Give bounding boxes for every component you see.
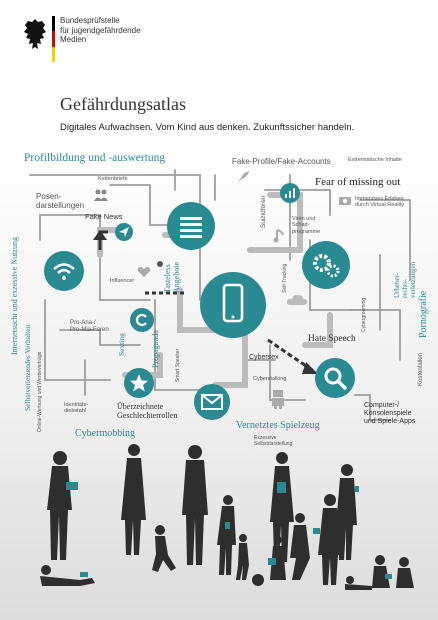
wifi-icon <box>44 251 84 291</box>
label-line: Überzeichnete <box>117 402 164 411</box>
label-line: Identitäts- <box>64 402 89 408</box>
label-immersives <box>355 196 404 209</box>
envelope-icon <box>194 384 230 420</box>
wifi-node <box>44 251 84 291</box>
label-line: Konsolenspiele <box>364 410 412 418</box>
label-extremistische: Extremistische Inhalte <box>348 157 402 163</box>
label-fake-news: Fake News <box>85 212 123 221</box>
label-line: Schad- <box>292 222 310 229</box>
label-line: Urheber- <box>393 272 401 298</box>
label-line: Posen- <box>36 192 62 201</box>
label-cybersex: Cybersex <box>249 354 279 361</box>
label-line: Tasteless <box>163 264 172 293</box>
camera-icon <box>338 195 352 206</box>
label-line: Selbstdarstellung <box>254 440 293 447</box>
label-hate-speech: Hate Speech <box>308 334 356 344</box>
label-kettenbriefe: Kettenbriefe <box>98 176 128 182</box>
label-influencer: Influencer <box>110 278 135 284</box>
cloud-icon <box>285 291 309 307</box>
gears-icon <box>302 241 350 289</box>
label-line: Computer-/ <box>364 402 400 409</box>
chart-node <box>280 183 300 203</box>
label-sexting: Sexting <box>117 333 126 356</box>
document-icon <box>167 202 215 250</box>
gears-node <box>302 241 350 289</box>
label-line: Pro-Ana-/ <box>70 320 96 326</box>
label-computerspiele <box>364 402 415 426</box>
label-suizidforen: Suizidforen <box>260 195 267 228</box>
org-line: Medien <box>60 35 87 44</box>
envelope-node <box>194 384 230 420</box>
label-vernetztes-spielzeug: Vernetztes Spielzeug <box>236 420 320 431</box>
robot-icon <box>270 388 286 410</box>
label-self-tracking: Self-Tracking <box>282 263 288 293</box>
label-identitaetsdiebstahl <box>64 402 88 415</box>
page-subtitle: Digitales Aufwachsen. Vom Kind aus denken. Zukunftssicher handeln. <box>60 122 355 133</box>
label-profilbildung: Profilbildung und -auswertung <box>24 152 166 164</box>
label-pro-ana <box>70 320 109 334</box>
star-icon <box>124 368 154 398</box>
label-cybergrooming: Cybergrooming <box>361 297 367 332</box>
smartphone-node <box>200 272 266 338</box>
label-line: Exzessive <box>254 435 277 441</box>
label-cybermobbing: Cybermobbing <box>75 428 135 439</box>
label-selbstverletzendes-verhalten: Selbstverletzendes Verhalten <box>23 324 32 411</box>
label-line: darstellungen <box>36 201 85 211</box>
heart-icon <box>137 266 151 278</box>
label-line: rechts- <box>401 278 410 298</box>
label-smart-speaker: Smart Speaker <box>175 348 181 382</box>
star-node <box>124 368 154 398</box>
label-kostenfallen: Kostenfallen <box>418 352 424 386</box>
org-line: für jugendgefährdende <box>60 25 141 35</box>
laptop-icon <box>66 482 78 490</box>
label-line: und Spiele-Apps <box>364 418 416 426</box>
people-silhouettes <box>0 430 438 620</box>
label-line: diebstahl <box>64 408 87 415</box>
label-line: Geschlechterrollen <box>117 411 178 421</box>
send-icon <box>115 223 133 241</box>
label-urheberrechtsverletzungen <box>393 248 417 298</box>
page-title: Gefährdungsatlas <box>60 94 186 114</box>
rocket-icon <box>236 170 250 184</box>
music-note-icon <box>273 228 285 244</box>
label-cyberstalking: Cyberstalking <box>253 376 287 382</box>
label-ueberzeichnete-geschlechterrollen <box>117 402 177 420</box>
org-line: Bundesprüfstelle <box>60 16 120 25</box>
label-line: durch Virtual Reality <box>355 202 405 209</box>
tablet-icon <box>277 482 286 493</box>
smartphone-icon <box>200 272 266 338</box>
label-tasteless-angebote <box>163 253 181 293</box>
document-node <box>167 202 215 250</box>
magnifier-node <box>315 358 355 398</box>
send-node <box>115 223 133 241</box>
label-viren <box>292 216 320 235</box>
label-internetsucht: Internetsucht und exzessive Nutzung <box>10 237 19 355</box>
label-propaganda: Propaganda <box>151 330 160 368</box>
label-line: programme <box>292 228 321 235</box>
label-line: Angebote <box>172 261 182 293</box>
magnifier-icon <box>315 358 355 398</box>
label-pornografie: Pornografie <box>418 290 429 338</box>
label-fear-of-missing-out: Fear of missing out <box>315 176 401 188</box>
label-line: Immersives Erleben <box>355 196 404 202</box>
label-fake-profile: Fake-Profile/Fake-Accounts <box>232 157 331 166</box>
label-line: Pro-Mia-Foren <box>70 326 109 333</box>
label-posendarstellungen <box>36 192 84 210</box>
chart-icon <box>280 183 300 203</box>
label-line: Viren und <box>292 216 316 222</box>
label-line: verletzungen <box>409 261 418 298</box>
label-online-werbung: Online-Werbung und Werbeverträge <box>37 351 43 432</box>
users-icon <box>93 188 109 202</box>
